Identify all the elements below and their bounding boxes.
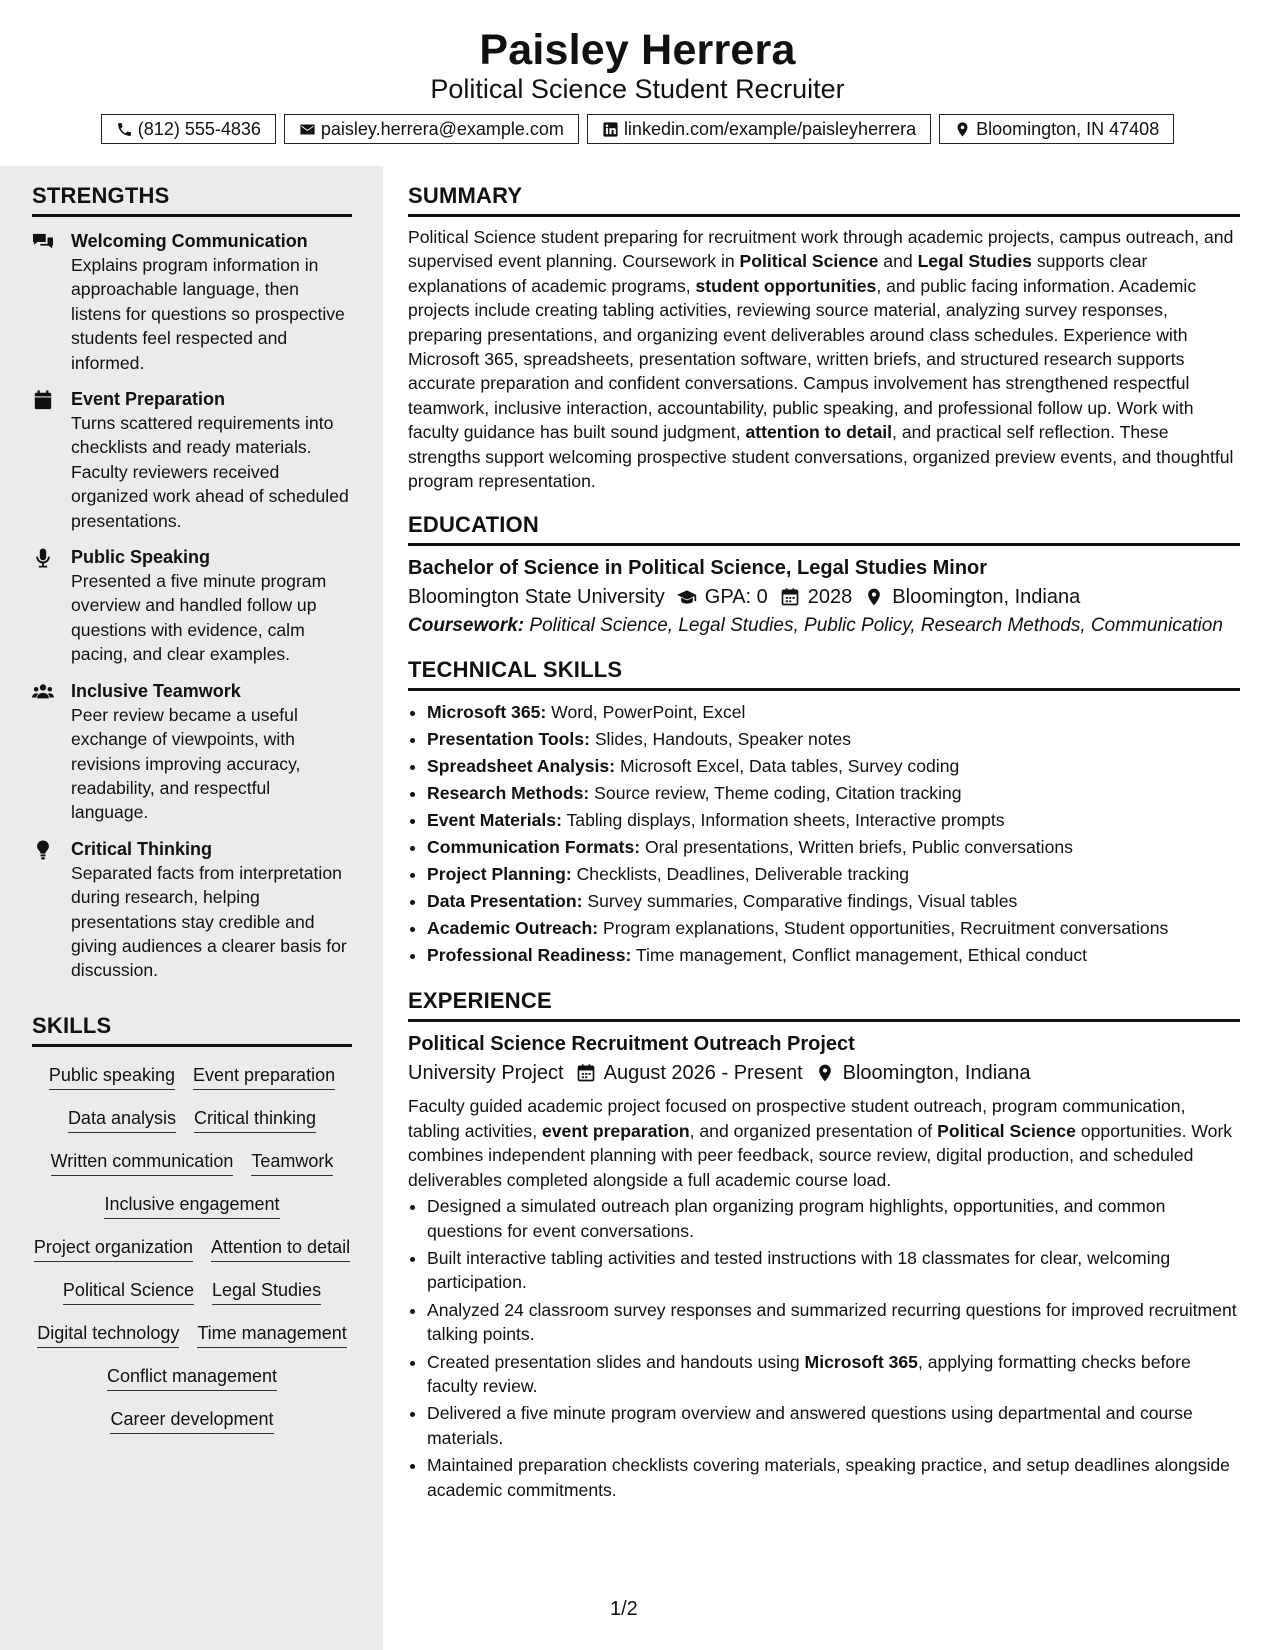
graduation-cap-icon bbox=[677, 587, 697, 607]
coursework-list: Political Science, Legal Studies, Public Policy, Research Methods, Communication bbox=[524, 615, 1223, 637]
skill-values: Source review, Theme coding, Citation tracking bbox=[589, 783, 962, 804]
skill-category: Presentation Tools: bbox=[427, 729, 590, 750]
skill-tag: Time management bbox=[197, 1321, 346, 1348]
coursework-label: Coursework: bbox=[408, 615, 525, 637]
skill-category: Communication Formats: bbox=[427, 837, 641, 858]
list-item bbox=[427, 1298, 1240, 1347]
linkedin-icon bbox=[602, 121, 619, 138]
list-item bbox=[427, 1401, 1240, 1450]
school-location: Bloomington, Indiana bbox=[892, 586, 1081, 609]
main-column bbox=[408, 166, 1240, 1520]
skill-values: Oral presentations, Written briefs, Public conversations bbox=[640, 837, 1073, 858]
emphasis-text: Political Science bbox=[739, 251, 879, 272]
emphasis-text: attention to detail bbox=[745, 422, 893, 443]
emphasis-text: event preparation bbox=[541, 1120, 690, 1141]
text-run: Maintained preparation checklists covering materials, speaking practice, and setup deadlines alongside academic commitments. bbox=[427, 1455, 1230, 1500]
list-item bbox=[427, 1246, 1240, 1295]
strength-desc: Turns scattered requirements into checklists and ready materials. Faculty reviewers received organized work ahead of scheduled presentations. bbox=[71, 413, 349, 531]
list-item bbox=[427, 915, 1240, 942]
strength-title: Event Preparation bbox=[71, 389, 226, 410]
skill-values: Program explanations, Student opportunities, Recruitment conversations bbox=[598, 918, 1169, 939]
skill-tag: Legal Studies bbox=[212, 1278, 321, 1305]
strength-desc: Presented a five minute program overview and handled follow up questions with evidence, calm pacing, and clear examples. bbox=[71, 571, 327, 665]
emphasis-text: student opportunities bbox=[695, 275, 877, 296]
contact-phone[interactable] bbox=[101, 114, 276, 144]
skill-values: Microsoft Excel, Data tables, Survey coding bbox=[615, 756, 960, 777]
skills-heading: SKILLS bbox=[32, 1012, 352, 1047]
skill-tag: Data analysis bbox=[68, 1106, 176, 1133]
text-run: Created presentation slides and handouts using bbox=[427, 1351, 805, 1372]
technical-skills-section bbox=[408, 656, 1240, 969]
emphasis-text: Political Science bbox=[937, 1120, 1076, 1141]
list-item bbox=[427, 942, 1240, 969]
list-item bbox=[427, 888, 1240, 915]
text-run: Analyzed 24 classroom survey responses and summarized recurring questions for improved recruitment talking points. bbox=[427, 1299, 1237, 1345]
envelope-icon bbox=[299, 121, 316, 138]
skill-tag: Event preparation bbox=[193, 1063, 335, 1090]
skill-tag: Conflict management bbox=[107, 1364, 277, 1391]
skill-category: Academic Outreach: bbox=[427, 918, 599, 939]
skill-tag: Project organization bbox=[34, 1235, 193, 1262]
skill-values: Tabling displays, Information sheets, Interactive prompts bbox=[561, 810, 1005, 831]
job-dates: August 2026 - Present bbox=[603, 1062, 803, 1085]
list-item bbox=[427, 1350, 1240, 1399]
summary-heading: SUMMARY bbox=[408, 182, 1240, 217]
contact-linkedin[interactable] bbox=[587, 114, 931, 144]
lightbulb-icon bbox=[32, 840, 54, 860]
contact-location-text: Bloomington, IN 47408 bbox=[976, 119, 1160, 139]
map-pin-icon bbox=[954, 121, 971, 138]
technical-skills-list bbox=[408, 699, 1240, 969]
contact-bar bbox=[0, 114, 1275, 144]
strength-item bbox=[32, 837, 352, 983]
skill-values: Time management, Conflict management, Ethical conduct bbox=[631, 945, 1088, 966]
list-item bbox=[427, 780, 1240, 807]
emphasis-text: Microsoft 365 bbox=[804, 1351, 918, 1372]
phone-icon bbox=[116, 121, 133, 138]
text-run: Delivered a five minute program overview and answered questions using departmental and course materials. bbox=[427, 1403, 1193, 1448]
experience-meta bbox=[408, 1058, 1240, 1088]
candidate-role: Political Science Student Recruiter bbox=[430, 74, 845, 104]
skill-category: Microsoft 365: bbox=[427, 702, 547, 723]
skill-values: Survey summaries, Comparative findings, Visual tables bbox=[582, 891, 1018, 912]
education-section bbox=[408, 511, 1240, 638]
strength-item bbox=[32, 387, 352, 533]
strength-title: Inclusive Teamwork bbox=[71, 680, 241, 701]
contact-email-text: paisley.herrera@example.com bbox=[320, 119, 564, 139]
skill-tag: Critical thinking bbox=[194, 1106, 316, 1133]
skill-category: Spreadsheet Analysis: bbox=[427, 756, 616, 777]
graduation-year: 2028 bbox=[807, 586, 853, 609]
text-run: opportunities. Work combines independent planning with peer feedback, source review, digital production, and scheduled deliverables completed alongside a full academic course load. bbox=[408, 1120, 1233, 1190]
list-item bbox=[427, 753, 1240, 780]
job-bullets bbox=[408, 1194, 1240, 1502]
strength-desc: Peer review became a useful exchange of viewpoints, with revisions improving accuracy, readability, and respectful language. bbox=[71, 704, 301, 823]
text-run: , applying formatting checks before faculty review. bbox=[427, 1351, 1191, 1396]
microphone-icon bbox=[32, 548, 54, 568]
experience-heading: EXPERIENCE bbox=[408, 987, 1240, 1022]
list-item bbox=[427, 726, 1240, 753]
education-meta bbox=[408, 582, 1240, 612]
text-run: Political Science student preparing for recruitment work through academic projects, campus outreach, and supervised event planning. Coursework in bbox=[408, 227, 1234, 272]
job-description bbox=[408, 1094, 1240, 1192]
candidate-name: Paisley Herrera bbox=[479, 26, 796, 74]
text-run: , and practical self reflection. These strengths support welcoming prospective student conversations, organized preview events, and thoughtful program representation. bbox=[408, 422, 1234, 492]
text-run: , and organized presentation of bbox=[689, 1120, 938, 1141]
contact-location bbox=[939, 114, 1174, 144]
job-title: Political Science Recruitment Outreach Project bbox=[408, 1033, 855, 1056]
map-pin-icon bbox=[864, 587, 884, 607]
text-run: , and public facing information. Academic projects include creating tabling activities, reviewing source material, analyzing survey responses, preparing presentations, and organizing event deliverables around class schedules. Experience with Microsoft 365, spreadsheets, presentation software, written briefs, and structured research supports accurate preparation and confident conversations. Campus involvement has strengthened respectful teamwork, inclusive interaction, accountability, public speaking, and professional follow up. Work with faculty guidance has built sound judgment, bbox=[408, 275, 1197, 443]
chat-bubbles-icon bbox=[32, 232, 54, 252]
text-run: Built interactive tabling activities and tested instructions with 18 classmates for clear, welcoming participation. bbox=[427, 1247, 1171, 1293]
strength-desc: Explains program information in approachable language, then listens for questions so prospective students feel respected and informed. bbox=[71, 255, 345, 373]
strength-item bbox=[32, 545, 352, 667]
contact-phone-text: (812) 555-4836 bbox=[137, 119, 261, 139]
education-heading: EDUCATION bbox=[408, 511, 1240, 546]
skill-category: Research Methods: bbox=[427, 783, 590, 804]
skill-category: Professional Readiness: bbox=[427, 945, 632, 966]
experience-section bbox=[408, 987, 1240, 1502]
skill-tag: Written communication bbox=[51, 1149, 234, 1176]
page-number: 1/2 bbox=[610, 1598, 638, 1620]
skill-tag: Teamwork bbox=[251, 1149, 333, 1176]
text-run: Faculty guided academic project focused on prospective student outreach, program communication, tabling activities, bbox=[408, 1096, 1186, 1141]
calendar-icon bbox=[780, 587, 800, 607]
strength-title: Welcoming Communication bbox=[71, 231, 308, 251]
skill-tag: Inclusive engagement bbox=[104, 1192, 279, 1219]
users-icon bbox=[32, 682, 54, 702]
strength-title: Public Speaking bbox=[71, 547, 211, 568]
gpa-value: GPA: 0 bbox=[704, 586, 768, 609]
skill-tag: Political Science bbox=[63, 1278, 194, 1305]
skill-category: Project Planning: bbox=[427, 864, 572, 885]
strength-item bbox=[32, 679, 352, 825]
skill-tag: Public speaking bbox=[49, 1063, 175, 1090]
coursework bbox=[408, 614, 1240, 638]
list-item bbox=[427, 834, 1240, 861]
strengths-section bbox=[32, 182, 352, 983]
list-item bbox=[427, 1194, 1240, 1243]
skills-section bbox=[32, 1012, 352, 1434]
list-item bbox=[427, 861, 1240, 888]
calendar-icon bbox=[32, 390, 54, 410]
summary-section bbox=[408, 182, 1240, 493]
skill-values: Checklists, Deadlines, Deliverable tracking bbox=[571, 864, 910, 885]
skill-tag: Digital technology bbox=[37, 1321, 179, 1348]
strengths-heading: STRENGTHS bbox=[32, 182, 352, 217]
technical-skills-heading: TECHNICAL SKILLS bbox=[408, 656, 1240, 691]
skill-values: Slides, Handouts, Speaker notes bbox=[589, 729, 852, 750]
skill-tag: Career development bbox=[110, 1407, 273, 1434]
contact-linkedin-text: linkedin.com/example/paisleyherrera bbox=[623, 119, 917, 139]
resume-header bbox=[0, 0, 1275, 166]
sidebar bbox=[0, 166, 383, 1650]
list-item bbox=[427, 1453, 1240, 1502]
strength-item bbox=[32, 229, 352, 375]
map-pin-icon bbox=[815, 1063, 835, 1083]
skill-values: Word, PowerPoint, Excel bbox=[546, 702, 746, 723]
list-item bbox=[427, 807, 1240, 834]
strength-title: Critical Thinking bbox=[71, 838, 213, 859]
skill-category: Event Materials: bbox=[427, 810, 562, 831]
degree-title: Bachelor of Science in Political Science, Legal Studies Minor bbox=[408, 557, 988, 580]
organization: University Project bbox=[408, 1062, 564, 1085]
skill-category: Data Presentation: bbox=[427, 891, 583, 912]
strength-desc: Separated facts from interpretation during research, helping presentations stay credible and giving audiences a clearer basis for discussion. bbox=[71, 862, 347, 981]
contact-email[interactable] bbox=[284, 114, 579, 144]
school-name: Bloomington State University bbox=[408, 586, 665, 609]
calendar-icon bbox=[576, 1063, 596, 1083]
list-item bbox=[427, 699, 1240, 726]
text-run: Designed a simulated outreach plan organizing program highlights, opportunities, and common questions for event conversations. bbox=[427, 1196, 1166, 1241]
emphasis-text: Legal Studies bbox=[917, 251, 1032, 272]
text-run: supports clear explanations of academic programs, bbox=[408, 251, 1148, 296]
skills-list bbox=[32, 1063, 352, 1434]
skill-tag: Attention to detail bbox=[211, 1235, 350, 1262]
job-location: Bloomington, Indiana bbox=[842, 1062, 1031, 1085]
text-run: and bbox=[878, 251, 918, 272]
summary-text bbox=[408, 225, 1240, 493]
